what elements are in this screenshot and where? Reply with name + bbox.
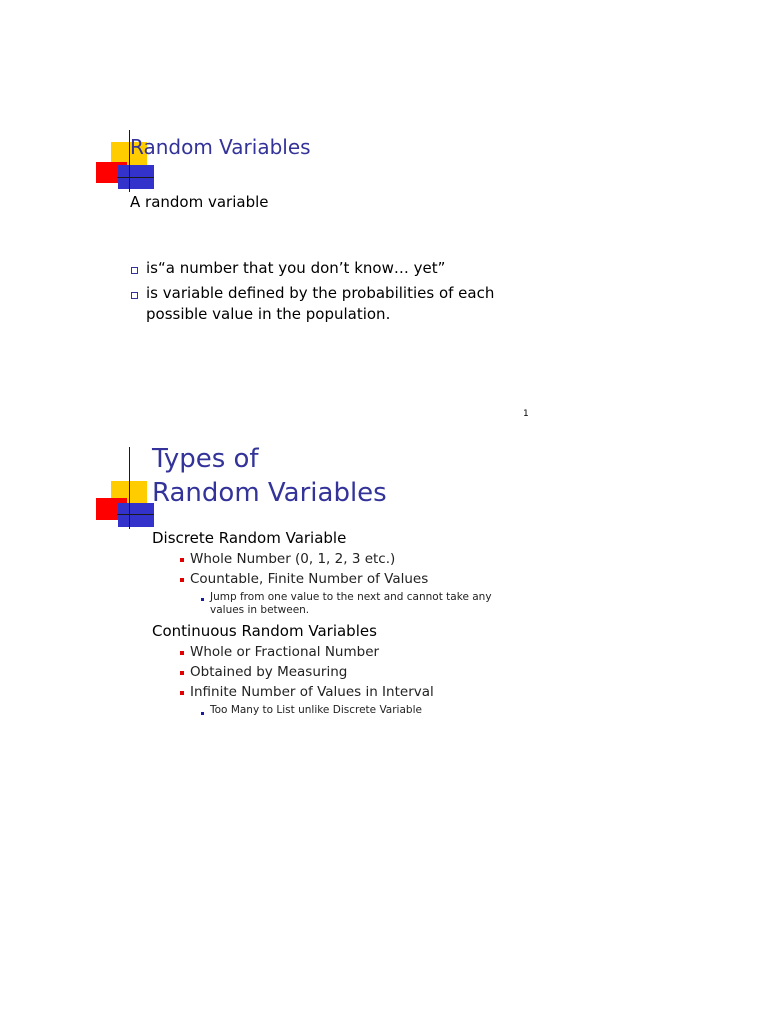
list-item: Whole Number (0, 1, 2, 3 etc.) xyxy=(190,551,396,567)
sub-list-item xyxy=(210,591,492,617)
square-bullet-icon xyxy=(131,267,138,274)
blue-square xyxy=(118,503,154,527)
vertical-rule xyxy=(129,447,130,529)
red-bullet-icon xyxy=(180,651,184,655)
sub-list-item-line-1: Jump from one value to the next and cannot take any xyxy=(210,591,492,603)
list-item: Countable, Finite Number of Values xyxy=(190,571,429,587)
slide-title: Random Variables xyxy=(130,135,311,159)
blue-bullet-icon xyxy=(201,598,204,601)
horizontal-rule xyxy=(117,177,154,178)
discrete-heading: Discrete Random Variable xyxy=(152,529,347,547)
list-item: Obtained by Measuring xyxy=(190,664,348,680)
list-item: Whole or Fractional Number xyxy=(190,644,380,660)
list-item: is“a number that you don’t know… yet” xyxy=(146,259,446,277)
horizontal-rule xyxy=(117,514,154,515)
red-bullet-icon xyxy=(180,671,184,675)
square-bullet-icon xyxy=(131,292,138,299)
red-bullet-icon xyxy=(180,558,184,562)
sub-list-item: Too Many to List unlike Discrete Variable xyxy=(210,704,422,716)
red-bullet-icon xyxy=(180,691,184,695)
slide-title-line-2: Random Variables xyxy=(152,478,387,508)
sub-list-item-line-2: values in between. xyxy=(210,604,310,616)
list-item-continuation: possible value in the population. xyxy=(146,305,391,323)
slide-title-line-1: Types of xyxy=(152,444,259,474)
slide-subtitle: A random variable xyxy=(130,193,269,211)
list-item: is variable defined by the probabilities of each xyxy=(146,284,495,302)
blue-bullet-icon xyxy=(201,712,204,715)
page-number: 1 xyxy=(523,409,529,419)
red-bullet-icon xyxy=(180,578,184,582)
list-item: Infinite Number of Values in Interval xyxy=(190,684,434,700)
continuous-heading: Continuous Random Variables xyxy=(152,622,377,640)
